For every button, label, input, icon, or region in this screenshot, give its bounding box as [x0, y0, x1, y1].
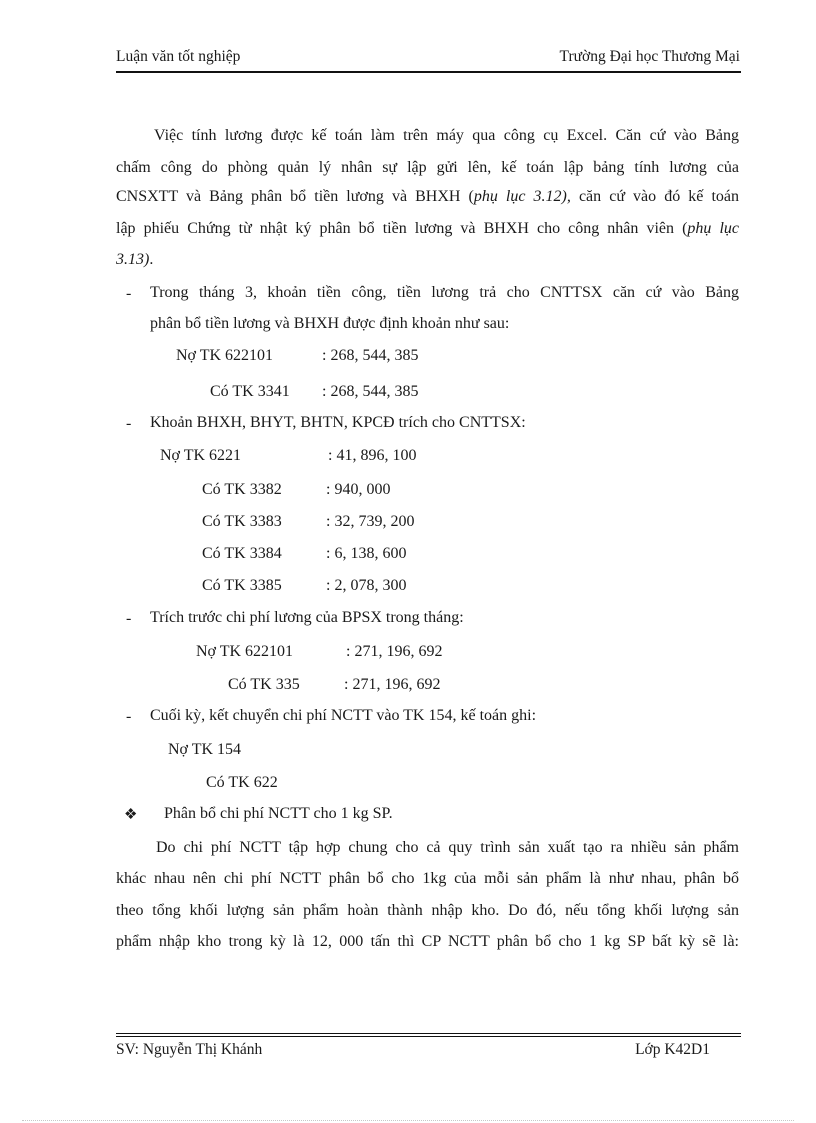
item1-dash: - [126, 285, 132, 302]
para1-line3-text-a: CNSXTT và Bảng phân bổ tiền lương và BHXH ( [116, 188, 474, 205]
item3-entry-credit-value: : 271, 196, 692 [344, 676, 441, 693]
footer-class: Lớp K42D1 [635, 1041, 710, 1058]
para2-line2: khác nhau nên chi phí NCTT phân bổ cho 1kg của mỗi sản phẩm là như nhau, phân bổ [116, 870, 739, 887]
para1-appendix-ref-1: phụ lục 3.12), [473, 188, 571, 205]
para1-line4 [116, 219, 739, 239]
diamond-bullet-icon: ❖ [124, 807, 138, 823]
para1-line5-end: . [149, 251, 154, 268]
para1-appendix-ref-2a: phụ lục [687, 220, 739, 237]
item2-entry-3382-value: : 940, 000 [326, 481, 391, 498]
para1-line1: Việc tính lương được kế toán làm trên máy qua công cụ Excel. Căn cứ vào Bảng [154, 127, 739, 144]
item3-entry-credit-label: Có TK 335 [228, 676, 300, 693]
para1-line3-text-c: căn cứ vào đó kế toán [570, 188, 740, 205]
para1-line5 [116, 250, 153, 270]
item1-entry-debit-value: : 268, 544, 385 [322, 347, 419, 364]
item1-line1: Trong tháng 3, khoản tiền công, tiền lương trả cho CNTTSX căn cứ vào Bảng [150, 284, 739, 301]
item1-line2: phân bổ tiền lương và BHXH được định khoản như sau: [150, 315, 510, 332]
item2-entry-3383-label: Có TK 3383 [202, 513, 282, 530]
para2-line4: phẩm nhập kho trong kỳ là 12, 000 tấn thì CP NCTT phân bổ cho 1 kg SP bất kỳ sẽ là: [116, 933, 739, 950]
item2-entry-3384-value: : 6, 138, 600 [326, 545, 407, 562]
item2-entry-3382-label: Có TK 3382 [202, 481, 282, 498]
item4-line1: Cuối kỳ, kết chuyển chi phí NCTT vào TK 154, kế toán ghi: [150, 707, 537, 724]
para1-line4-text-a: lập phiếu Chứng từ nhật ký phân bổ tiền lương và BHXH cho công nhân viên ( [116, 220, 688, 237]
item2-entry-3383-value: : 32, 739, 200 [326, 513, 415, 530]
page-header [116, 48, 740, 70]
footer-student-name: SV: Nguyễn Thị Khánh [116, 1041, 263, 1058]
item2-entry-3385-value: : 2, 078, 300 [326, 577, 407, 594]
page-edge-divider [22, 1120, 794, 1121]
header-thesis-label: Luận văn tốt nghiệp [116, 48, 241, 65]
item1-entry-debit-label: Nợ TK 622101 [176, 347, 274, 364]
header-rule [116, 71, 741, 73]
item1-entry-credit-label: Có TK 3341 [210, 383, 290, 400]
item2-entry-debit-value: : 41, 896, 100 [328, 447, 417, 464]
item2-line1: Khoản BHXH, BHYT, BHTN, KPCĐ trích cho CNTTSX: [150, 414, 526, 431]
footer-rule-bottom [116, 1036, 741, 1037]
header-university: Trường Đại học Thương Mại [559, 48, 740, 65]
item2-entry-debit-label: Nợ TK 6221 [160, 447, 242, 464]
para1-line3 [116, 187, 739, 207]
item2-entry-3385-label: Có TK 3385 [202, 577, 282, 594]
item3-entry-debit-value: : 271, 196, 692 [346, 643, 443, 660]
para2-line1: Do chi phí NCTT tập hợp chung cho cả quy trình sản xuất tạo ra nhiều sản phẩm [156, 839, 739, 856]
item3-entry-debit-label: Nợ TK 622101 [196, 643, 294, 660]
para1-appendix-ref-2b: 3.13) [116, 251, 150, 268]
para2-line3: theo tổng khối lượng sản phẩm hoàn thành nhập kho. Do đó, nếu tổng khối lượng sản [116, 902, 739, 919]
item1-entry-credit-value: : 268, 544, 385 [322, 383, 419, 400]
item2-entry-3384-label: Có TK 3384 [202, 545, 282, 562]
footer-rule-top [116, 1033, 741, 1034]
item3-dash: - [126, 610, 132, 627]
item2-dash: - [126, 415, 132, 432]
bullet-heading: Phân bổ chi phí NCTT cho 1 kg SP. [164, 805, 393, 822]
page-footer [116, 1041, 710, 1063]
item3-line1: Trích trước chi phí lương của BPSX trong tháng: [150, 609, 464, 626]
item4-dash: - [126, 708, 132, 725]
item4-entry-debit-label: Nợ TK 154 [168, 741, 242, 758]
para1-line2: chấm công do phòng quản lý nhân sự lập gửi lên, kế toán lập bảng tính lương của [116, 159, 739, 176]
item4-entry-credit-label: Có TK 622 [206, 774, 278, 791]
